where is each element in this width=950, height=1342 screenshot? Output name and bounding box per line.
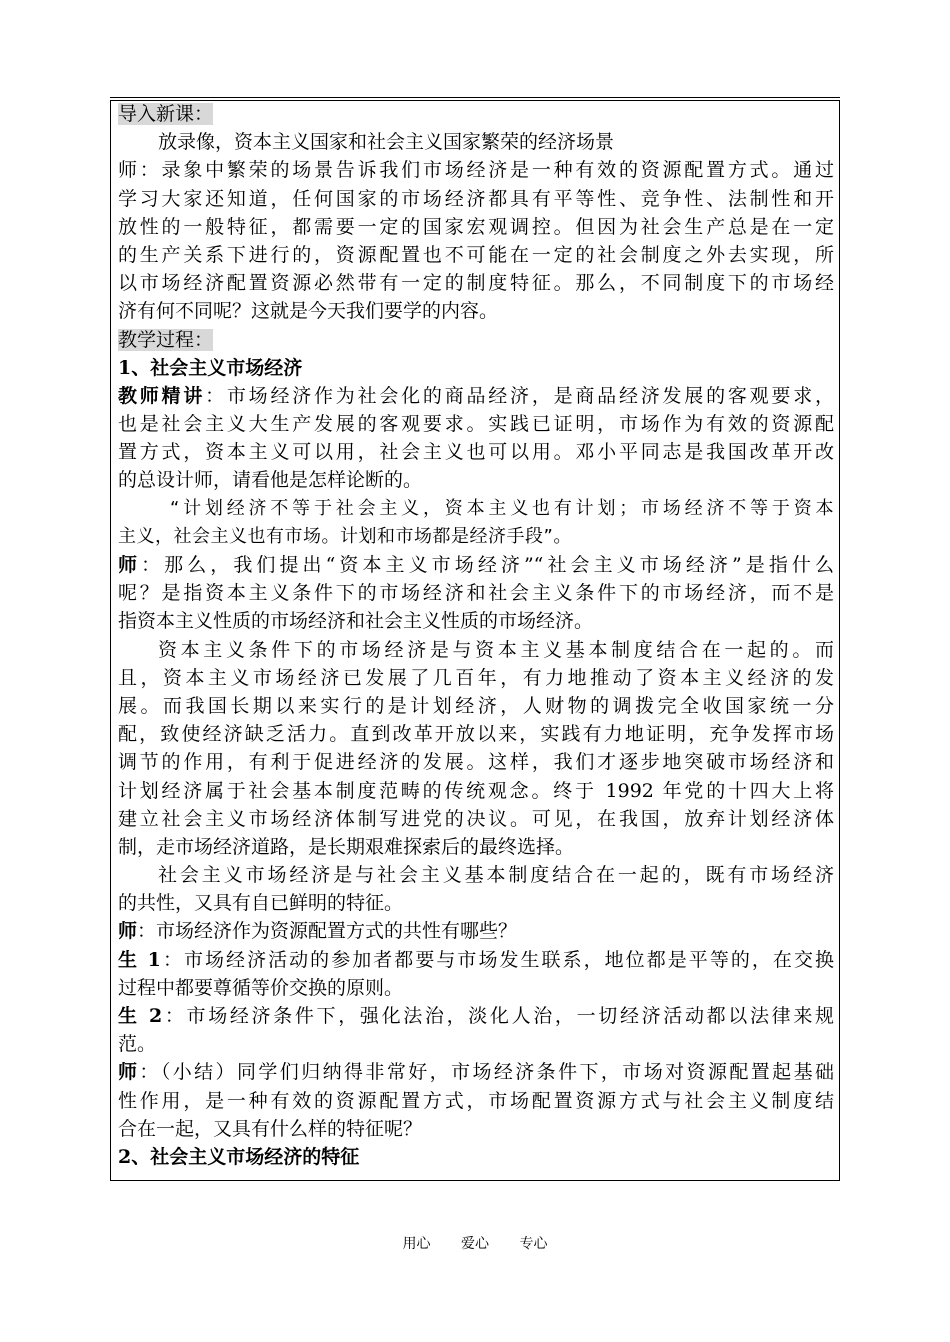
summary-line: 合在一起，又具有什么样的特征呢？ xyxy=(118,1117,423,1140)
para-line: 资本主义条件下的市场经济是与资本主义基本制度结合在一起的。而 xyxy=(158,638,834,661)
para-line: 调节的作用，有利于促进经济的发展。这样，我们才逐步地突破市场经济和 xyxy=(118,751,834,774)
student2-text: ：市场经济条件下，强化法治，淡化人治，一切经济活动都以法律来规 xyxy=(162,1005,834,1027)
student1-line: 过程中都要尊循等价交换的原则。 xyxy=(118,976,404,999)
footer-word: 专心 xyxy=(519,1236,548,1252)
intro-heading: 导入新课： xyxy=(118,103,214,125)
summary-line xyxy=(118,1058,834,1086)
item1-title: 1、社会主义市场经济 xyxy=(118,356,303,379)
student1-label: 生 1 xyxy=(118,948,161,971)
intro-line: 的生产关系下进行的，资源配置也不可能在一定的社会制度之外去实现，所 xyxy=(118,243,834,266)
student2-label: 生 2 xyxy=(118,1005,163,1027)
para-line: 且，资本主义市场经济已发展了几百年，有力地推动了资本主义经济的发 xyxy=(118,666,834,689)
student2-line: 范。 xyxy=(118,1033,157,1056)
intro-line: 以市场经济配置资源必然带有一定的制度特征。那么，不同制度下的市场经 xyxy=(118,272,834,295)
page-footer xyxy=(0,1233,950,1253)
summary-text: ：（小结）同学们归纳得非常好，市场经济条件下，市场对资源配置起基础 xyxy=(139,1061,834,1084)
summary-line: 性作用，是一种有效的资源配置方式，市场配置资源方式与社会主义制度结 xyxy=(118,1089,834,1112)
teacher-text: ：市场经济作为社会化的商品经济，是商品经济发展的客观要求， xyxy=(205,384,834,407)
para-line: 计划经济属于社会基本制度范畴的传统观念。终于 1992 年党的十四大上将 xyxy=(118,779,834,802)
process-heading-line xyxy=(118,326,834,354)
question2-text: ：市场经济作为资源配置方式的共性有哪些？ xyxy=(137,920,518,943)
question2-line xyxy=(118,917,834,945)
item2-title: 2、社会主义市场经济的特征 xyxy=(118,1145,360,1168)
question-text: ：那么，我们提出“资本主义市场经济”“社会主义市场经济”是指什么 xyxy=(141,554,834,576)
para-line: 建立社会主义市场经济体制写进党的决议。可见，在我国，放弃计划经济体 xyxy=(118,807,834,830)
question-line xyxy=(118,551,834,579)
quote-line: 主义，社会主义也有市场。计划和市场都是经济手段”。 xyxy=(118,525,572,547)
intro-line: 放性的一般特征，都需要一定的国家宏观调控。但因为社会生产总是在一定 xyxy=(118,215,834,238)
intro-line: 济有何不同呢？这就是今天我们要学的内容。 xyxy=(118,300,499,323)
para-line: 制，走市场经济道路，是长期艰难探索后的最终选择。 xyxy=(118,835,575,858)
process-heading: 教学过程： xyxy=(118,328,214,351)
shi-label: 师 xyxy=(118,554,142,576)
student1-text: ：市场经济活动的参加者都要与市场发生联系，地位都是平等的，在交换 xyxy=(160,948,834,971)
intro-line: 放录像，资本主义国家和社会主义国家繁荣的经济场景 xyxy=(158,131,615,154)
footer-word: 用心 xyxy=(402,1236,431,1252)
footer-word: 爱心 xyxy=(461,1236,489,1252)
teacher-line xyxy=(118,382,834,410)
intro-line: 学习大家还知道，任何国家的市场经济都具有平等性、竞争性、法制性和开 xyxy=(118,187,834,210)
teacher-line: 置方式，资本主义可以用，社会主义也可以用。邓小平同志是我国改革开改 xyxy=(118,441,834,464)
intro-heading-line xyxy=(118,100,834,128)
student1-line xyxy=(118,946,834,974)
shi-label: 师 xyxy=(118,920,138,943)
shi-label: 师 xyxy=(118,1061,140,1084)
teacher-line: 的总设计师，请看他是怎样论断的。 xyxy=(118,469,423,492)
para-line: 展。而我国长期以来实行的是计划经济，人财物的调拨完全收国家统一分 xyxy=(118,694,834,717)
para2-line: 社会主义市场经济是与社会主义基本制度结合在一起的，既有市场经济 xyxy=(158,864,834,887)
quote-line: “计划经济不等于社会主义，资本主义也有计划；市场经济不等于资本 xyxy=(170,497,834,519)
student2-line xyxy=(118,1002,834,1030)
para2-line: 的共性，又具有自已鲜明的特征。 xyxy=(118,892,404,915)
top-rule xyxy=(110,97,840,98)
intro-line: 师：录象中繁荣的场景告诉我们市场经济是一种有效的资源配置方式。通过 xyxy=(118,159,834,182)
lesson-content xyxy=(118,100,834,1171)
teacher-line: 也是社会主义大生产发展的客观要求。实践已证明，市场作为有效的资源配 xyxy=(118,413,834,436)
teacher-label: 教师精讲 xyxy=(118,384,206,407)
question-line: 指资本主义性质的市场经济和社会主义性质的市场经济。 xyxy=(118,610,594,633)
para-line: 配，致使经济缺乏活力。直到改革开放以来，实践有力地证明，充争发挥市场 xyxy=(118,723,834,746)
question-line: 呢？是指资本主义条件下的市场经济和社会主义条件下的市场经济，而不是 xyxy=(118,582,834,605)
